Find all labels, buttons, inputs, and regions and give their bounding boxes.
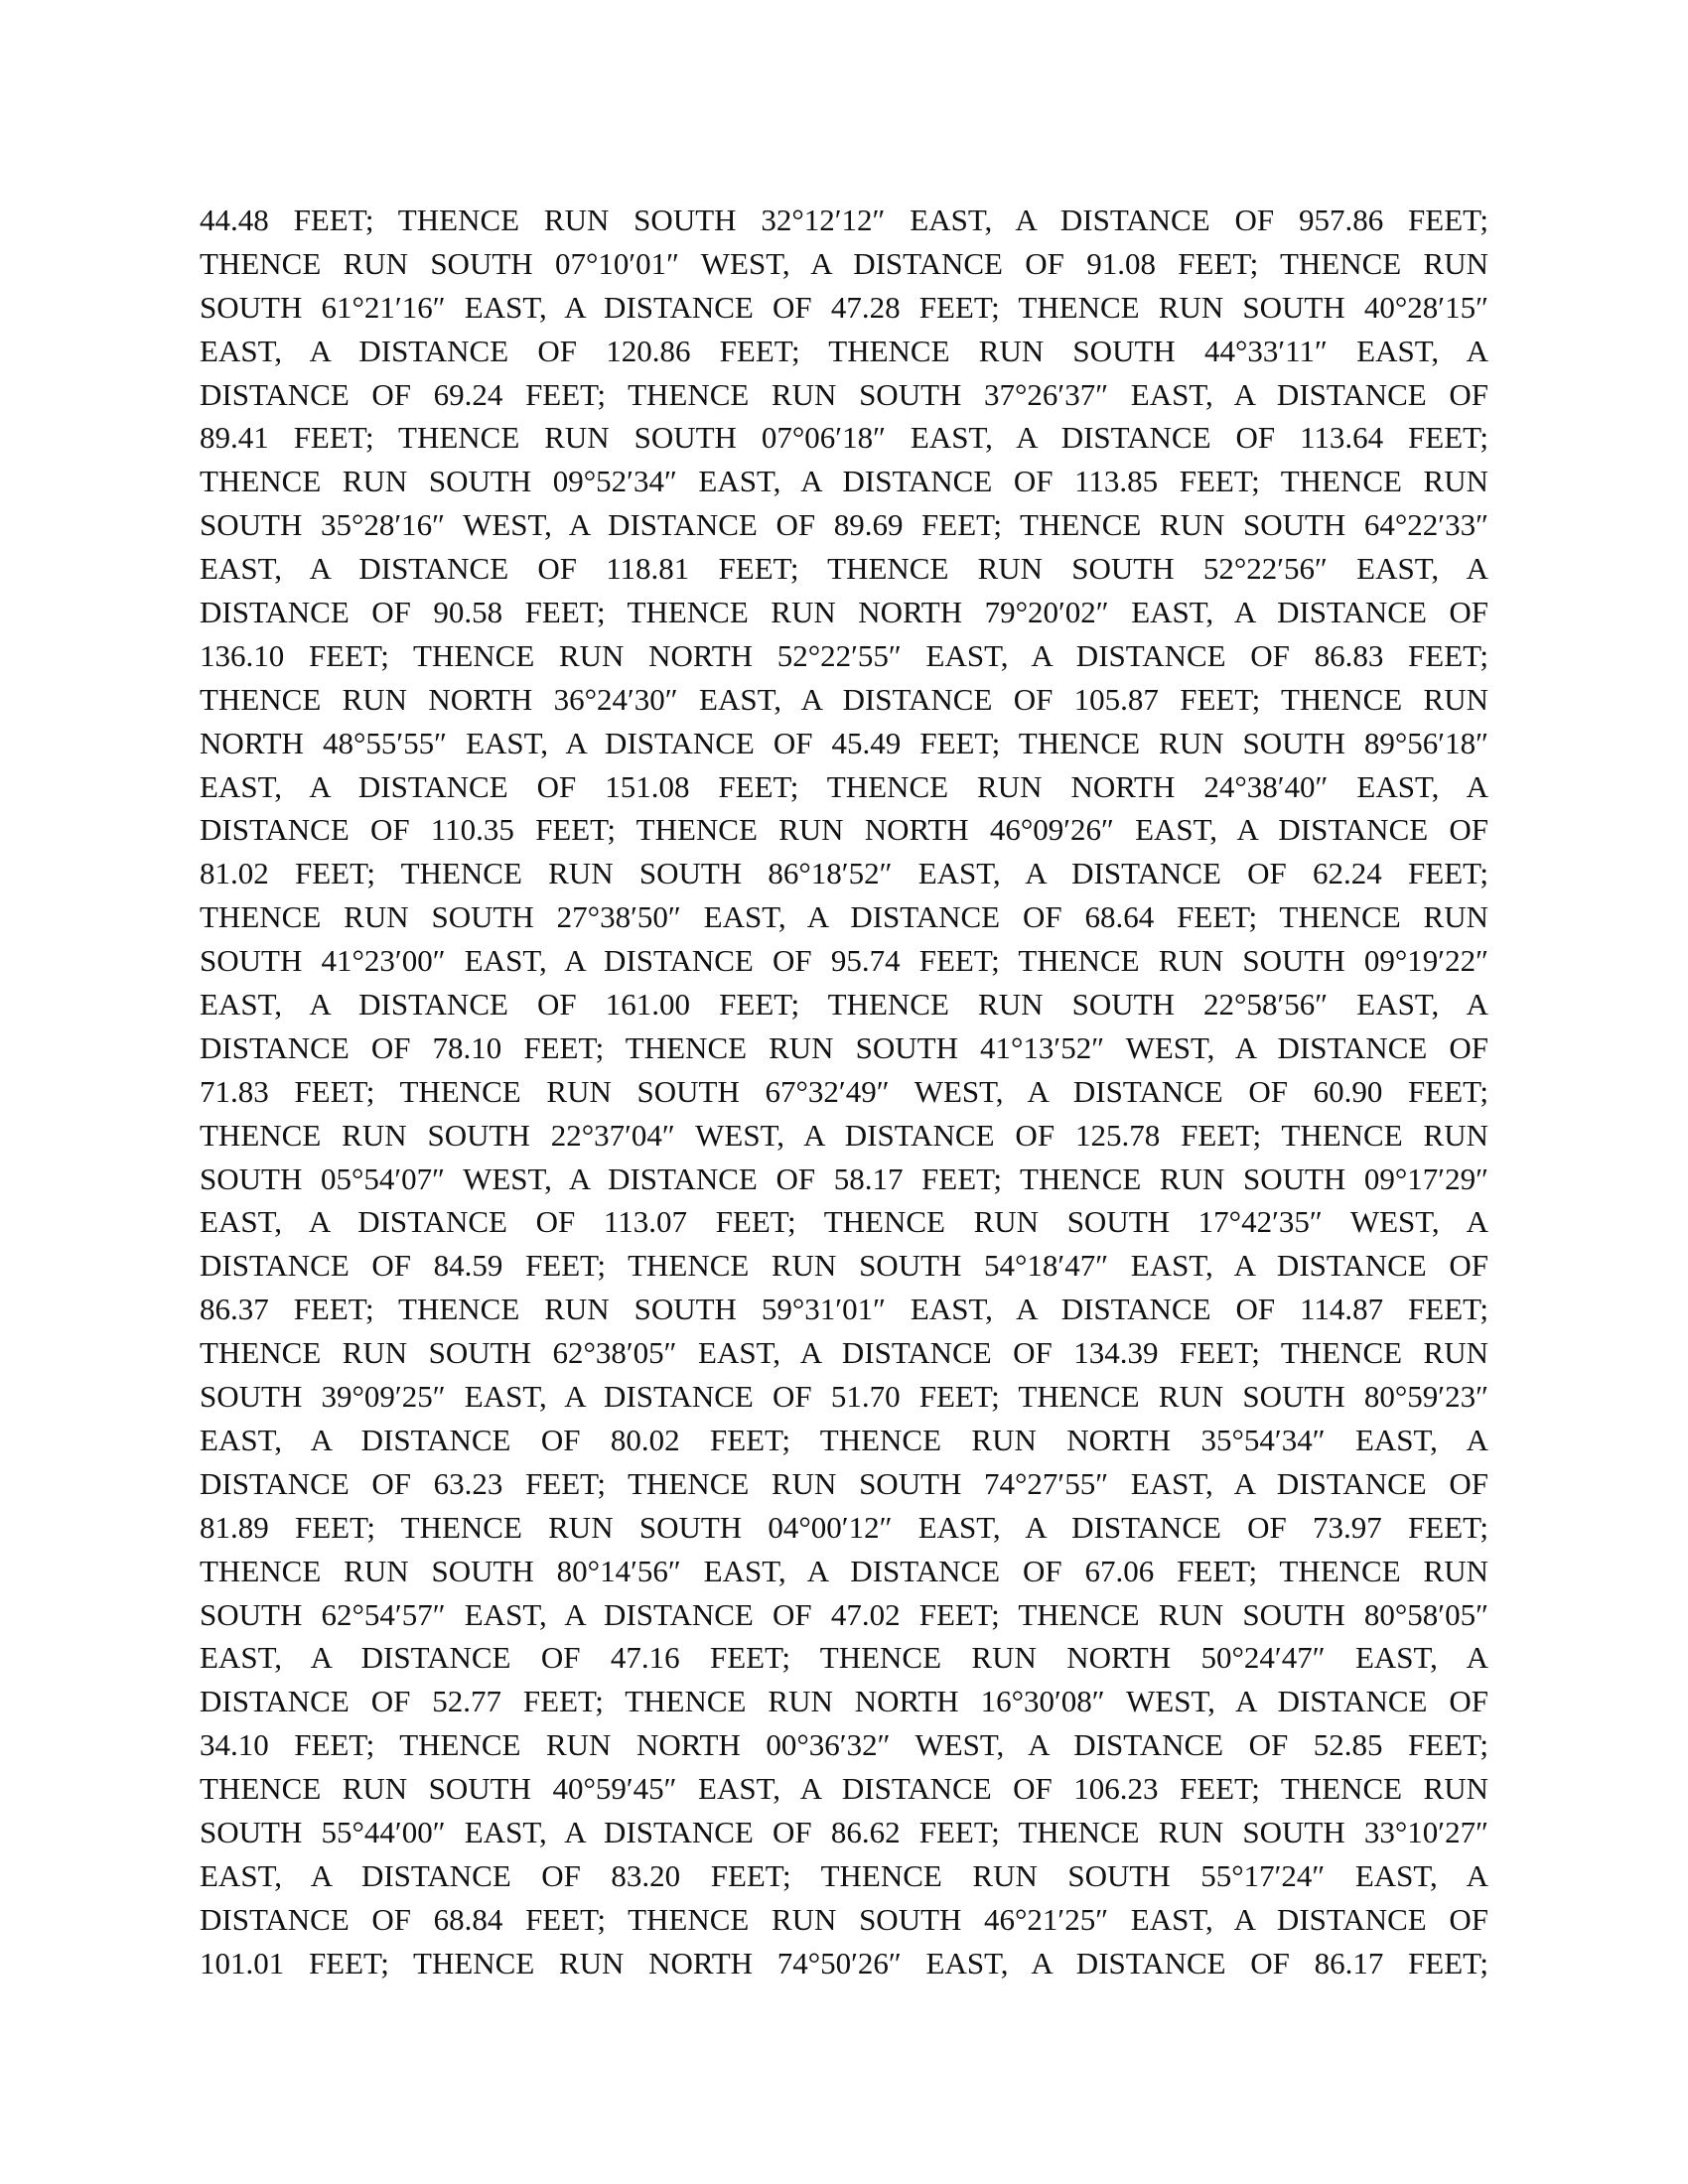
text-line: THENCE RUN SOUTH 09°52′34″ EAST, A DISTANCE OF 113.85 FEET; THENCE RUN bbox=[200, 464, 1488, 499]
text-line: DISTANCE OF 90.58 FEET; THENCE RUN NORTH 79°20′02″ EAST, A DISTANCE OF bbox=[200, 595, 1488, 630]
text-line: DISTANCE OF 68.84 FEET; THENCE RUN SOUTH 46°21′25″ EAST, A DISTANCE OF bbox=[200, 1901, 1488, 1937]
text-line: SOUTH 62°54′57″ EAST, A DISTANCE OF 47.02 FEET; THENCE RUN SOUTH 80°58′05″ bbox=[200, 1596, 1488, 1632]
text-line: SOUTH 61°21′16″ EAST, A DISTANCE OF 47.28 FEET; THENCE RUN SOUTH 40°28′15″ bbox=[200, 289, 1488, 325]
text-line: 81.02 FEET; THENCE RUN SOUTH 86°18′52″ EAST, A DISTANCE OF 62.24 FEET; bbox=[200, 856, 1488, 891]
text-line: EAST, A DISTANCE OF 83.20 FEET; THENCE RUN SOUTH 55°17′24″ EAST, A bbox=[200, 1857, 1488, 1893]
text-line: THENCE RUN SOUTH 27°38′50″ EAST, A DISTANCE OF 68.64 FEET; THENCE RUN bbox=[200, 899, 1488, 935]
text-line: 86.37 FEET; THENCE RUN SOUTH 59°31′01″ EAST, A DISTANCE OF 114.87 FEET; bbox=[200, 1292, 1488, 1327]
text-line: THENCE RUN SOUTH 40°59′45″ EAST, A DISTANCE OF 106.23 FEET; THENCE RUN bbox=[200, 1771, 1488, 1807]
text-line: DISTANCE OF 63.23 FEET; THENCE RUN SOUTH 74°27′55″ EAST, A DISTANCE OF bbox=[200, 1465, 1488, 1501]
text-line: EAST, A DISTANCE OF 47.16 FEET; THENCE RUN NORTH 50°24′47″ EAST, A bbox=[200, 1640, 1488, 1676]
text-line: SOUTH 55°44′00″ EAST, A DISTANCE OF 86.62 FEET; THENCE RUN SOUTH 33°10′27″ bbox=[200, 1814, 1488, 1849]
text-line: 71.83 FEET; THENCE RUN SOUTH 67°32′49″ WEST, A DISTANCE OF 60.90 FEET; bbox=[200, 1073, 1488, 1109]
text-line: DISTANCE OF 69.24 FEET; THENCE RUN SOUTH 37°26′37″ EAST, A DISTANCE OF bbox=[200, 376, 1488, 412]
text-line: EAST, A DISTANCE OF 113.07 FEET; THENCE RUN SOUTH 17°42′35″ WEST, A bbox=[200, 1204, 1488, 1240]
text-line: 34.10 FEET; THENCE RUN NORTH 00°36′32″ WEST, A DISTANCE OF 52.85 FEET; bbox=[200, 1727, 1488, 1763]
text-line: EAST, A DISTANCE OF 161.00 FEET; THENCE RUN SOUTH 22°58′56″ EAST, A bbox=[200, 987, 1488, 1023]
text-line: SOUTH 35°28′16″ WEST, A DISTANCE OF 89.69 FEET; THENCE RUN SOUTH 64°22′33″ bbox=[200, 507, 1488, 543]
text-line: SOUTH 39°09′25″ EAST, A DISTANCE OF 51.70 FEET; THENCE RUN SOUTH 80°59′23″ bbox=[200, 1379, 1488, 1415]
text-line: 101.01 FEET; THENCE RUN NORTH 74°50′26″ EAST, A DISTANCE OF 86.17 FEET; bbox=[200, 1945, 1488, 1980]
text-line: 44.48 FEET; THENCE RUN SOUTH 32°12′12″ EAST, A DISTANCE OF 957.86 FEET; bbox=[200, 203, 1488, 237]
text-line: THENCE RUN SOUTH 80°14′56″ EAST, A DISTANCE OF 67.06 FEET; THENCE RUN bbox=[200, 1553, 1488, 1588]
text-line: 89.41 FEET; THENCE RUN SOUTH 07°06′18″ EAST, A DISTANCE OF 113.64 FEET; bbox=[200, 420, 1488, 456]
text-line: DISTANCE OF 110.35 FEET; THENCE RUN NORTH 46°09′26″ EAST, A DISTANCE OF bbox=[200, 812, 1488, 848]
text-line: EAST, A DISTANCE OF 120.86 FEET; THENCE RUN SOUTH 44°33′11″ EAST, A bbox=[200, 333, 1488, 368]
text-line: DISTANCE OF 52.77 FEET; THENCE RUN NORTH 16°30′08″ WEST, A DISTANCE OF bbox=[200, 1684, 1488, 1719]
text-line: 136.10 FEET; THENCE RUN NORTH 52°22′55″ EAST, A DISTANCE OF 86.83 FEET; bbox=[200, 637, 1488, 673]
text-line: DISTANCE OF 84.59 FEET; THENCE RUN SOUTH 54°18′47″ EAST, A DISTANCE OF bbox=[200, 1248, 1488, 1284]
text-line: SOUTH 41°23′00″ EAST, A DISTANCE OF 95.74 FEET; THENCE RUN SOUTH 09°19′22″ bbox=[200, 943, 1488, 979]
text-line: THENCE RUN SOUTH 62°38′05″ EAST, A DISTANCE OF 134.39 FEET; THENCE RUN bbox=[200, 1335, 1488, 1371]
legal-description-text bbox=[200, 199, 1488, 1985]
text-line: NORTH 48°55′55″ EAST, A DISTANCE OF 45.49 FEET; THENCE RUN SOUTH 89°56′18″ bbox=[200, 725, 1488, 760]
text-line: DISTANCE OF 78.10 FEET; THENCE RUN SOUTH 41°13′52″ WEST, A DISTANCE OF bbox=[200, 1029, 1488, 1065]
text-line: THENCE RUN NORTH 36°24′30″ EAST, A DISTANCE OF 105.87 FEET; THENCE RUN bbox=[200, 681, 1488, 717]
text-line: EAST, A DISTANCE OF 80.02 FEET; THENCE RUN NORTH 35°54′34″ EAST, A bbox=[200, 1422, 1488, 1457]
text-line: EAST, A DISTANCE OF 118.81 FEET; THENCE RUN SOUTH 52°22′56″ EAST, A bbox=[200, 551, 1488, 587]
text-line: 81.89 FEET; THENCE RUN SOUTH 04°00′12″ EAST, A DISTANCE OF 73.97 FEET; bbox=[200, 1509, 1488, 1545]
text-line: THENCE RUN SOUTH 22°37′04″ WEST, A DISTANCE OF 125.78 FEET; THENCE RUN bbox=[200, 1117, 1488, 1153]
text-line: SOUTH 05°54′07″ WEST, A DISTANCE OF 58.17 FEET; THENCE RUN SOUTH 09°17′29″ bbox=[200, 1160, 1488, 1196]
text-line: THENCE RUN SOUTH 07°10′01″ WEST, A DISTANCE OF 91.08 FEET; THENCE RUN bbox=[200, 245, 1488, 281]
text-line: EAST, A DISTANCE OF 151.08 FEET; THENCE RUN NORTH 24°38′40″ EAST, A bbox=[200, 768, 1488, 804]
